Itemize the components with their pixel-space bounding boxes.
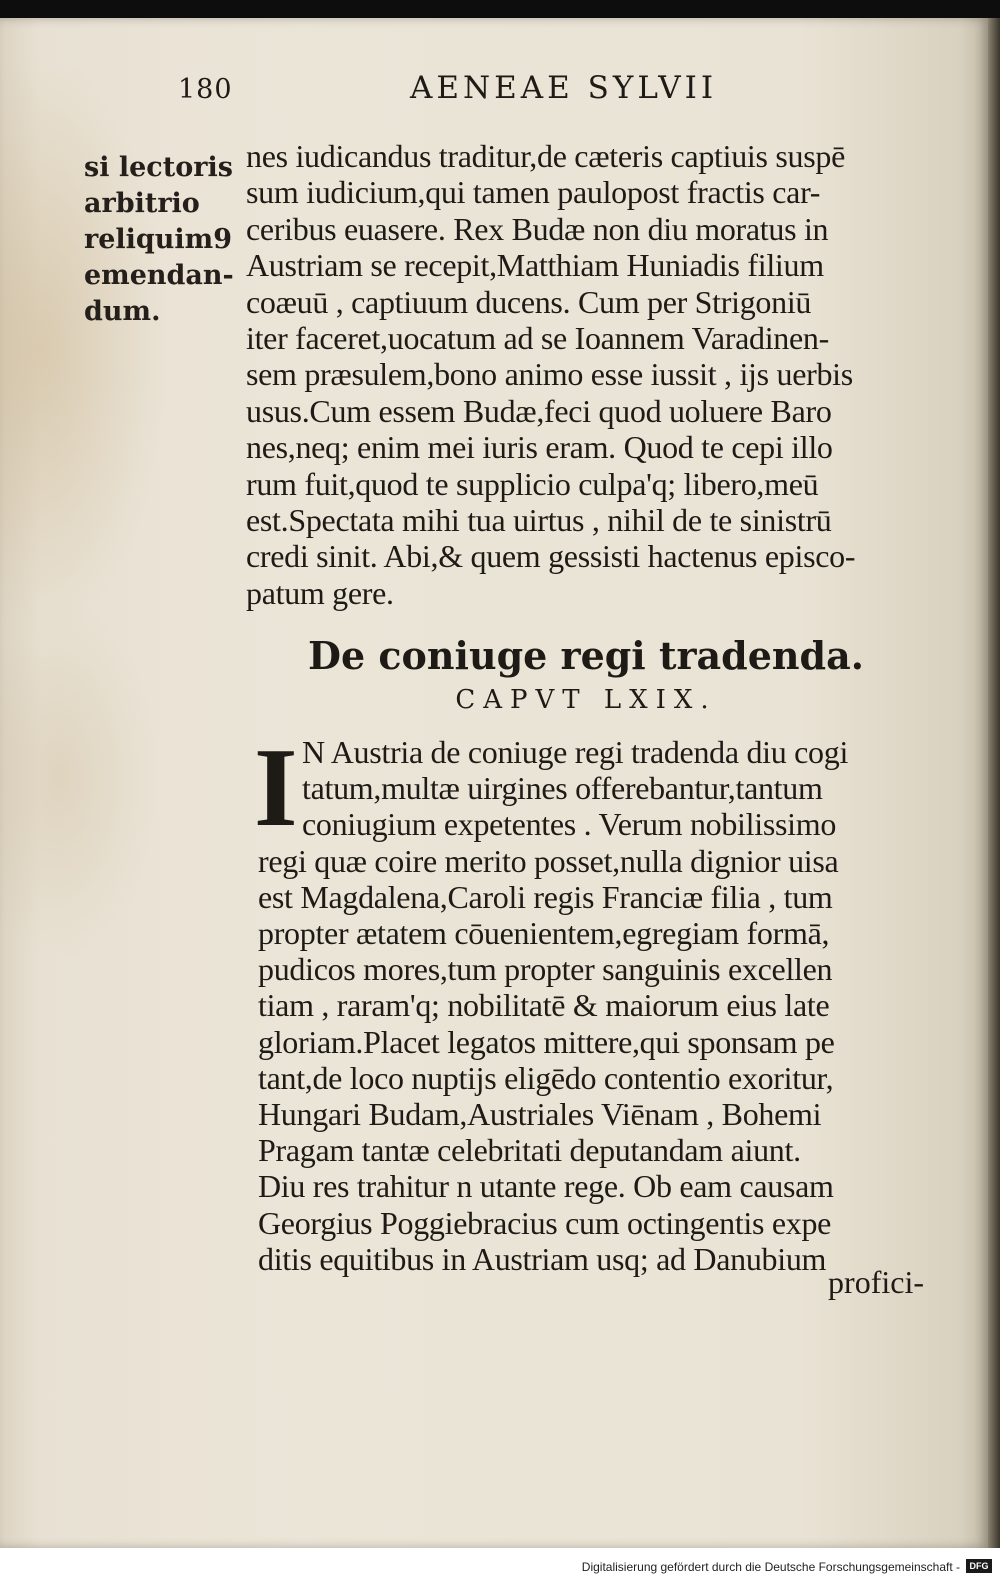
drop-initial: I xyxy=(254,726,298,850)
marginal-note-line: arbitrio xyxy=(84,188,200,219)
chapter-text xyxy=(258,734,928,1277)
text-line: regi quæ coire merito posset,nulla dignior uisa xyxy=(258,842,839,879)
text-line: Diu res trahitur n utante rege. Ob eam causam xyxy=(258,1168,834,1205)
chapter-heading xyxy=(246,630,926,718)
scanned-page xyxy=(0,18,990,1548)
text-line: patum gere. xyxy=(246,574,394,611)
chapter-title: De coniuge regi tradenda. xyxy=(308,633,864,678)
text-line: coniugium expetentes . Verum nobilissimo xyxy=(302,806,837,843)
text-line: propter ætatem cōuenientem,egregiam formā, xyxy=(258,915,830,952)
top-border xyxy=(0,0,1000,18)
running-title: AENEAE SYLVII xyxy=(410,70,718,106)
text-line: gloriam.Placet legatos mittere,qui sponsam pe xyxy=(258,1023,835,1060)
text-line: Austriam se recepit,Matthiam Huniadis filium xyxy=(246,247,824,284)
dfg-logo: DFG xyxy=(966,1559,992,1573)
text-line: ceribus euasere. Rex Budæ non diu moratus in xyxy=(246,210,829,247)
text-line: iter faceret,uocatum ad se Ioannem Varadinen- xyxy=(246,320,829,357)
text-line: nes iudicandus traditur,de cæteris captiuis suspē xyxy=(246,138,845,174)
text-line: coæuū , captiuum ducens. Cum per Strigoniū xyxy=(246,283,812,320)
text-line: Georgius Poggiebracius cum octingentis expe xyxy=(258,1204,832,1241)
running-head xyxy=(178,70,908,114)
marginal-note-line: emendan- xyxy=(84,260,234,291)
text-before-chapter xyxy=(246,138,926,611)
marginal-note-line: si lectoris xyxy=(84,152,233,183)
text-line: Hungari Budam,Austriales Viēnam , Bohemi xyxy=(258,1096,822,1133)
text-line: Pragam tantæ celebritati deputandam aiunt. xyxy=(258,1132,801,1169)
marginal-note-line: dum. xyxy=(84,296,161,327)
funding-credit: Digitalisierung gefördert durch die Deutsche Forschungsgemeinschaft - xyxy=(581,1560,960,1574)
text-line: est.Spectata mihi tua uirtus , nihil de te sinistrū xyxy=(246,502,832,539)
page-edge xyxy=(988,18,1000,1548)
page-content xyxy=(0,18,990,1548)
text-line: N Austria de coniuge regi tradenda diu cogi xyxy=(302,734,849,770)
text-line: est Magdalena,Caroli regis Franciæ filia , tum xyxy=(258,878,833,915)
text-line: pudicos mores,tum propter sanguinis excellen xyxy=(258,951,833,988)
text-line: ditis equitibus in Austriam usq; ad Danubium xyxy=(258,1240,827,1277)
text-line: rum fuit,quod te supplicio culpa'q; libero,meū xyxy=(246,465,819,502)
text-line: sem præsulem,bono animo esse iussit , ijs uerbis xyxy=(246,356,853,393)
marginal-note-line: reliquim9 xyxy=(84,224,233,255)
text-line: credi sinit. Abi,& quem gessisti hactenus episco- xyxy=(246,538,856,575)
text-line: sum iudicium,qui tamen paulopost fractis car- xyxy=(246,174,821,211)
text-line: tatum,multæ uirgines offerebantur,tantum xyxy=(302,770,823,807)
catchword: profici- xyxy=(828,1264,924,1300)
footer-bar xyxy=(0,1548,1000,1584)
text-line: tant,de loco nuptijs eligēdo contentio exoritur, xyxy=(258,1059,834,1096)
text-line: usus.Cum essem Budæ,feci quod uoluere Baro xyxy=(246,392,832,429)
text-line: nes,neq; enim mei iuris eram. Quod te cepi illo xyxy=(246,429,833,466)
chapter-number: CAPVT LXIX. xyxy=(455,685,717,715)
marginal-note xyxy=(84,150,244,330)
text-line: tiam , raram'q; nobilitatē & maiorum eius late xyxy=(258,987,830,1024)
page-number: 180 xyxy=(178,74,233,105)
